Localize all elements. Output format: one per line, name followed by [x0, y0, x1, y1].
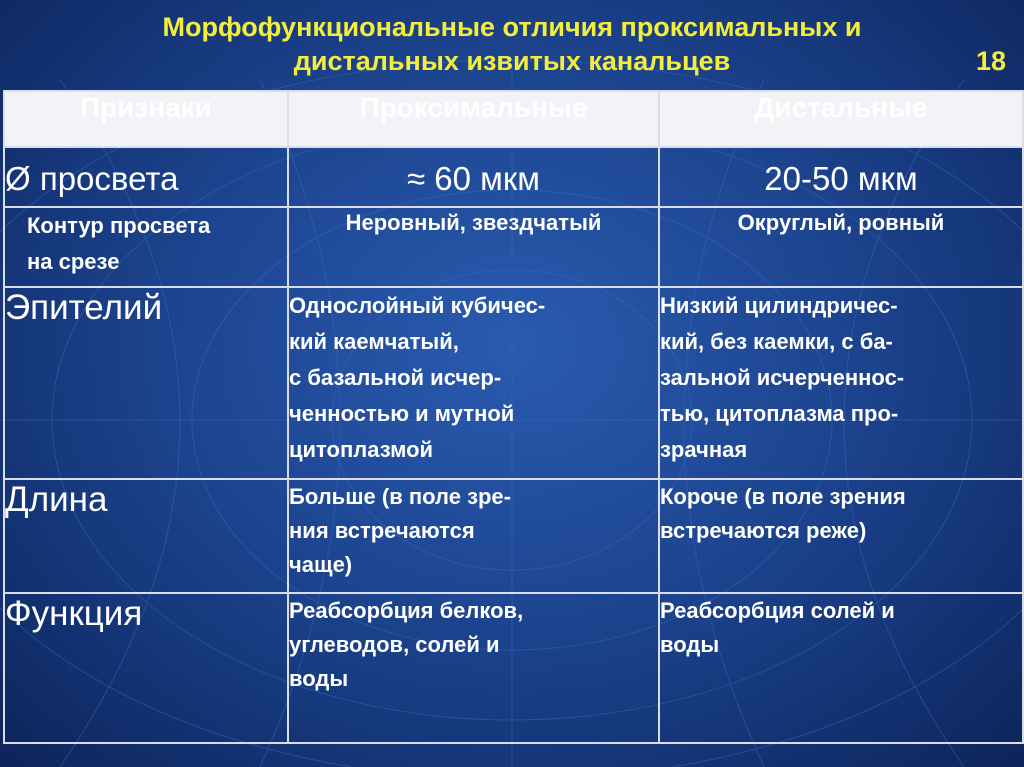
- row-proximal-value: Однослойный кубичес- кий каемчатый, с базальной исчер- ченностью и мутной цитоплазмой: [288, 287, 659, 479]
- table-row: [4, 287, 1023, 479]
- row-feature-lumen-diameter: Ø просвета: [4, 147, 288, 207]
- row-feature-epithelium: Эпителий: [4, 287, 288, 479]
- row-proximal-value: ≈ 60 мкм: [288, 147, 659, 207]
- row-feature-length: Длина: [4, 479, 288, 593]
- row-distal-value: Реабсорбция солей и воды: [659, 593, 1023, 743]
- row-feature-lumen-contour: Контур просвета на срезе: [4, 207, 288, 287]
- table-row: [4, 479, 1023, 593]
- comparison-table: [3, 90, 1024, 744]
- header-features: Признаки: [4, 91, 288, 147]
- header-proximal: Проксимальные: [288, 91, 659, 147]
- row-feature-function: Функция: [4, 593, 288, 743]
- row-distal-value: Низкий цилиндричес- кий, без каемки, с ба- зальной исчерченнос- тью, цитоплазма про- зрачная: [659, 287, 1023, 479]
- header-distal: Дистальные: [659, 91, 1023, 147]
- slide-title-line-1: Морфофункциональные отличия проксимальных и: [162, 12, 862, 42]
- slide-title-line-2: дистальных извитых канальцев: [293, 46, 731, 76]
- row-proximal-value: Реабсорбция белков, углеводов, солей и воды: [288, 593, 659, 743]
- row-distal-value: 20-50 мкм: [659, 147, 1023, 207]
- table-row: [4, 147, 1023, 207]
- table-row: [4, 593, 1023, 743]
- table-header-row: [4, 91, 1023, 147]
- row-distal-value: Округлый, ровный: [659, 207, 1023, 287]
- row-distal-value: Короче (в поле зрения встречаются реже): [659, 479, 1023, 593]
- row-proximal-value: Больше (в поле зре- ния встречаются чаще): [288, 479, 659, 593]
- table-row: [4, 207, 1023, 287]
- slide-title: [60, 10, 964, 78]
- slide-number: 18: [975, 46, 1006, 76]
- row-proximal-value: Неровный, звездчатый: [288, 207, 659, 287]
